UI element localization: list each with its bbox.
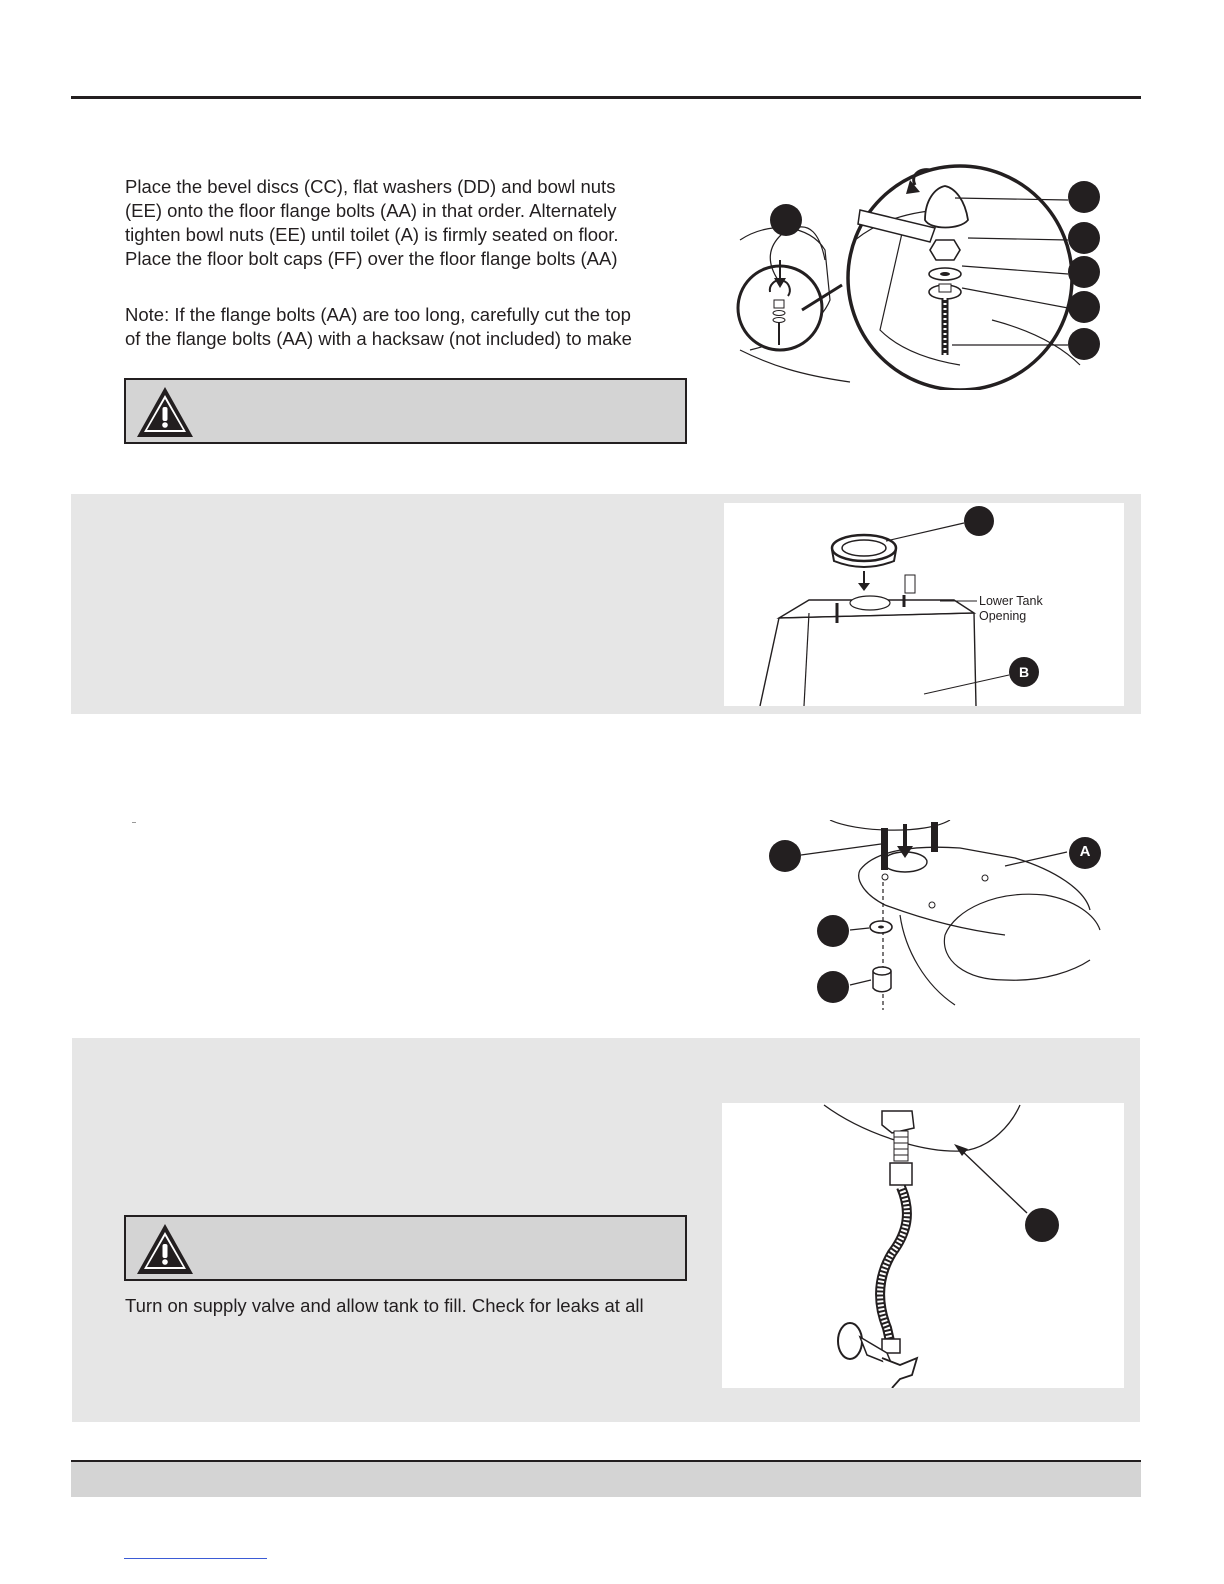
callout-bubble (817, 971, 849, 1003)
note-line: of the flange bolts (AA) with a hacksaw (not included) to make (125, 328, 632, 349)
callout-bubble (1068, 222, 1100, 254)
callout-bubble (964, 506, 994, 536)
step1-figure (730, 150, 1110, 390)
callout-bubble (1068, 328, 1100, 360)
callout-bubble (1068, 256, 1100, 288)
step1-note (125, 303, 632, 351)
step1-line: tighten bowl nuts (EE) until toilet (A) is firmly seated on floor. (125, 224, 619, 245)
top-rule (71, 96, 1141, 99)
step3-figure (765, 820, 1105, 1010)
warning-triangle-icon (134, 1221, 196, 1277)
step1-instructions (125, 175, 619, 271)
step4-instruction: Turn on supply valve and allow tank to fill. Check for leaks at all (125, 1295, 644, 1316)
step4-figure-panel (722, 1103, 1124, 1388)
callout-bubble (1025, 1208, 1059, 1242)
callout-bubble (770, 204, 802, 236)
step4-figure (722, 1103, 1124, 1388)
lower-tank-label (979, 594, 1043, 624)
warning-triangle-icon (134, 384, 196, 440)
step2-figure (724, 503, 1124, 706)
lower-tank-label-line2: Opening (979, 609, 1027, 623)
callout-bubble (1068, 291, 1100, 323)
footer-bar (71, 1460, 1141, 1497)
note-line: Note: If the flange bolts (AA) are too long, carefully cut the top (125, 304, 631, 325)
bottom-link-underline[interactable] (124, 1558, 267, 1559)
callout-bubble (817, 915, 849, 947)
caution-box (124, 378, 687, 444)
step1-line: Place the bevel discs (CC), flat washers (DD) and bowl nuts (125, 176, 616, 197)
caution-box (124, 1215, 687, 1281)
lower-tank-label-line1: Lower Tank (979, 594, 1043, 608)
stray-mark (132, 822, 136, 823)
callout-a-letter: A (1079, 843, 1091, 860)
step1-line: Place the floor bolt caps (FF) over the floor flange bolts (AA) (125, 248, 618, 269)
callout-bubble (769, 840, 801, 872)
step2-figure-panel (724, 503, 1124, 706)
callout-b-letter: B (1018, 664, 1030, 680)
callout-bubble (1068, 181, 1100, 213)
step1-line: (EE) onto the floor flange bolts (AA) in that order. Alternately (125, 200, 617, 221)
